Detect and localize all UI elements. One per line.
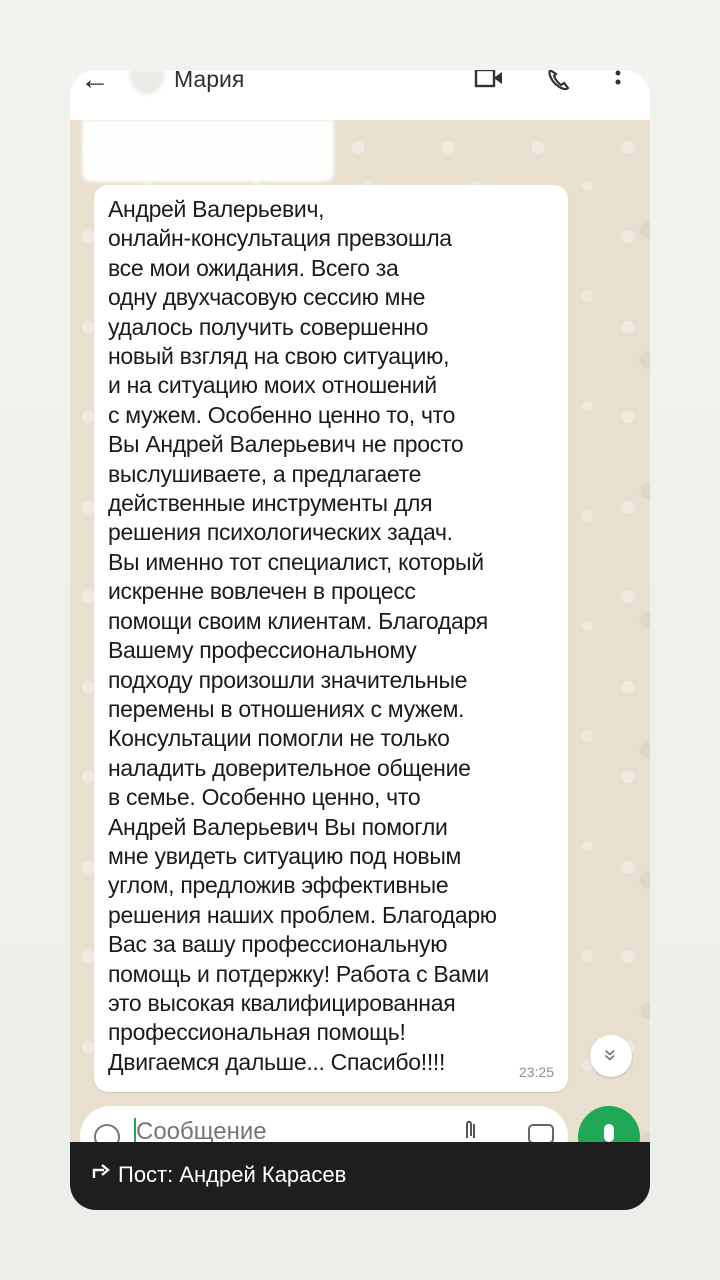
blurred-previous-message <box>82 120 334 182</box>
message-time: 23:25 <box>518 1064 554 1080</box>
contact-name[interactable]: Мария <box>174 70 245 92</box>
arrow-left-icon[interactable]: ← <box>80 70 110 96</box>
video-call-icon[interactable] <box>474 70 504 94</box>
double-chevron-down-icon[interactable] <box>590 1035 632 1077</box>
message-text: Андрей Валерьевич, онлайн-консультация превзошла все мои ожидания. Всего за одну двухчасовую сессию мне удалось получить совершенно новый взгляд на свою ситуацию, и на ситуацию моих отношений с мужем. Особенно ценно то, что Вы Андрей Валерьевич не просто выслушиваете, а предлагаете действенные инструменты для решения психологических задач. Вы именно тот специалист, который искренне вовлечен в процесс помощи своим клиентам. Благодаря Вашему профессиональному подходу произошли значительные перемены в отношениях с мужем. Консультации помогли не только наладить доверительное общение в семье. Особенно ценно, что Андрей Валерьевич Вы помогли мне увидеть ситуацию под новым углом, предложив эффективные решения наших проблем. Благодарю Вас за вашу профессиональную помощь и потдержку! Работа с Вами это высокая квалифицированная профессиональная помощь! Двигаемся дальше... Спасибо!!!! <box>108 196 497 1075</box>
more-vert-icon[interactable] <box>614 70 622 94</box>
chat-header <box>70 70 650 120</box>
share-icon <box>92 1162 112 1186</box>
post-author-label: Пост: Андрей Карасев <box>118 1162 347 1187</box>
screenshot-card <box>70 70 650 1210</box>
message-bubble[interactable] <box>94 185 568 1092</box>
phone-icon[interactable] <box>546 70 572 94</box>
scroll-down-glyph: » <box>599 1048 624 1062</box>
avatar[interactable] <box>130 70 164 94</box>
post-footer <box>70 1142 650 1210</box>
mic-icon <box>604 1124 614 1142</box>
camera-icon[interactable] <box>528 1124 554 1144</box>
